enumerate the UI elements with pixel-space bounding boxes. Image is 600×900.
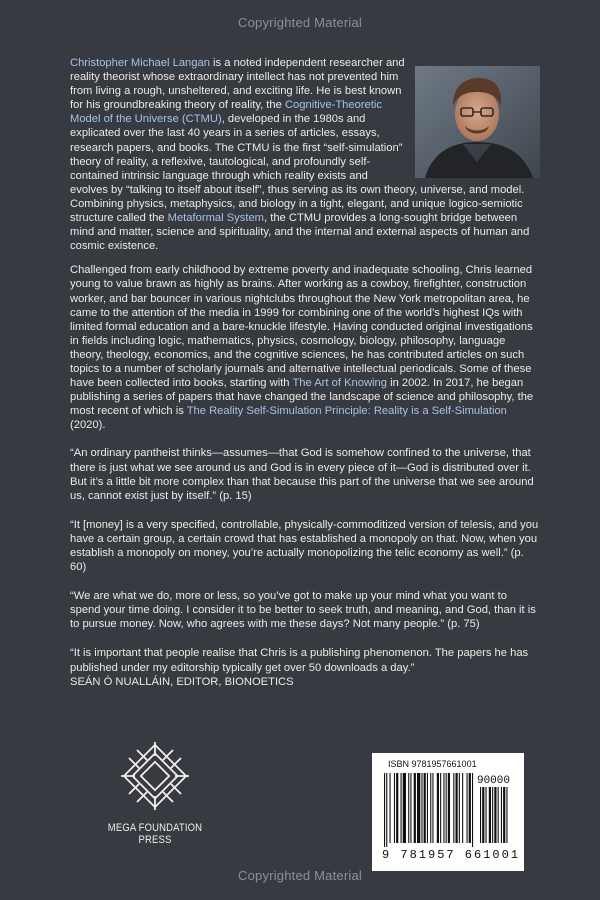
bio-text: , the CTMU provides a long-sought bridge between mind and matter, science and spirituality, and the internal and external aspects of human and cosmic existence.: [70, 212, 530, 253]
publisher-emblem-icon: [117, 738, 193, 814]
bio-text: Challenged from early childhood by extreme poverty and inadequate schooling, Chris learned young to value brawn as highly as brains. After working as a cowboy, firefighter, construction worker, and bar bouncer in various nightclubs throughout the New York metropolitan area, he came to the attention of the media in 1999 for combining one of the world’s highest IQs with limited formal education and a bare-knuckle lifestyle. Having conducted original investigations in fields including logic, mathematics, physics, cosmology, biology, philosophy, language theory, theology, economics, and the cognitive sciences, he has contributed articles on such topics to a number of scholarly journals and alternative intellectual periodicals. Some of these have been collected into books, starting with: [70, 264, 533, 390]
bio-paragraph-2: [70, 263, 540, 432]
watermark-top: Copyrighted Material: [238, 15, 362, 30]
endorsement-author: SEÁN Ó NUALLÁIN, EDITOR, BIONOETICS: [70, 675, 294, 688]
endorsement-text: “It is important that people realise that Chris is a publishing phenomenon. The papers he has published under my editorship typically get over 50 downloads a day.”: [70, 647, 529, 674]
endorsement: [70, 646, 540, 688]
quotes: [70, 446, 540, 688]
publisher-logo: [85, 738, 225, 846]
barcode: [372, 753, 524, 871]
book-title-reality-self-simulation: The Reality Self-Simulation Principle: Reality is a Self-Simulation: [186, 405, 507, 418]
book-title-art-of-knowing: The Art of Knowing: [292, 377, 387, 390]
isbn-label: ISBN 9781957661001: [388, 759, 477, 769]
back-cover-text: [70, 56, 540, 689]
barcode-bars: [382, 773, 514, 849]
bio-text: (2020).: [70, 419, 106, 432]
quote: “An ordinary pantheist thinks—assumes—that God is somehow confined to the universe, that there is just what we see around us and God is in every piece of it—God is distributed over it. But it’s a little bit more complex than that because this part of the universe that we see around us, cannot exist just by itself.” (p. 15): [70, 447, 534, 502]
bio-text: , developed in the 1980s and explicated over the last 40 years in a series of articles, essays, research papers, and books. The CTMU is the first “self-simulation” theory of reality, a reflexive, tautological, and profoundly self-contained intrinsic language through which reality exists and evolves by “talking to itself about itself”, thus serving as its own theory, universe, and model. Combining physics, metaphysics, and biology in a tight, elegant, and unique logico-semiotic structure called the: [70, 113, 525, 225]
author-photo: [415, 66, 540, 178]
publisher-name: MEGA FOUNDATION PRESS: [107, 822, 203, 846]
barcode-number: 9 781957 661001: [382, 848, 521, 862]
ctmu-link: Cognitive-Theoretic Model of the Universe (CTMU): [70, 99, 382, 126]
bio-text: in 2002. In 2017, he began publishing a series of papers that have changed the landscape of science and philosophy, the most recent of which is: [70, 377, 534, 418]
watermark-bottom: Copyrighted Material: [238, 868, 362, 883]
quote: “It [money] is a very specified, controllable, physically-commoditized version of telesis, and you have a certain group, a certain crowd that has established a monopoly on that. Now, when you establish a monopoly on money, you’re actually monopolizing the telic economy as well.” (p. 60): [70, 518, 539, 574]
quote: “We are what we do, more or less, so you’ve got to make up your mind what you want to spend your time doing. I consider it to be better to seek truth, and meaning, and God, than it is to pursue money. Now, who agrees with me these days? Not many people.” (p. 75): [70, 590, 536, 631]
price-code: 90000: [476, 775, 510, 787]
bio-text: is a noted independent researcher and reality theorist whose extraordinary intellect has not prevented him from living a rough, unsheltered, and exciting life. He is best known for his groundbreaking theory of reality, the: [70, 57, 405, 112]
author-name: Christopher Michael Langan: [70, 57, 210, 69]
bio-paragraph-1: [70, 56, 540, 253]
metaformal-link: Metaformal System: [167, 212, 265, 225]
